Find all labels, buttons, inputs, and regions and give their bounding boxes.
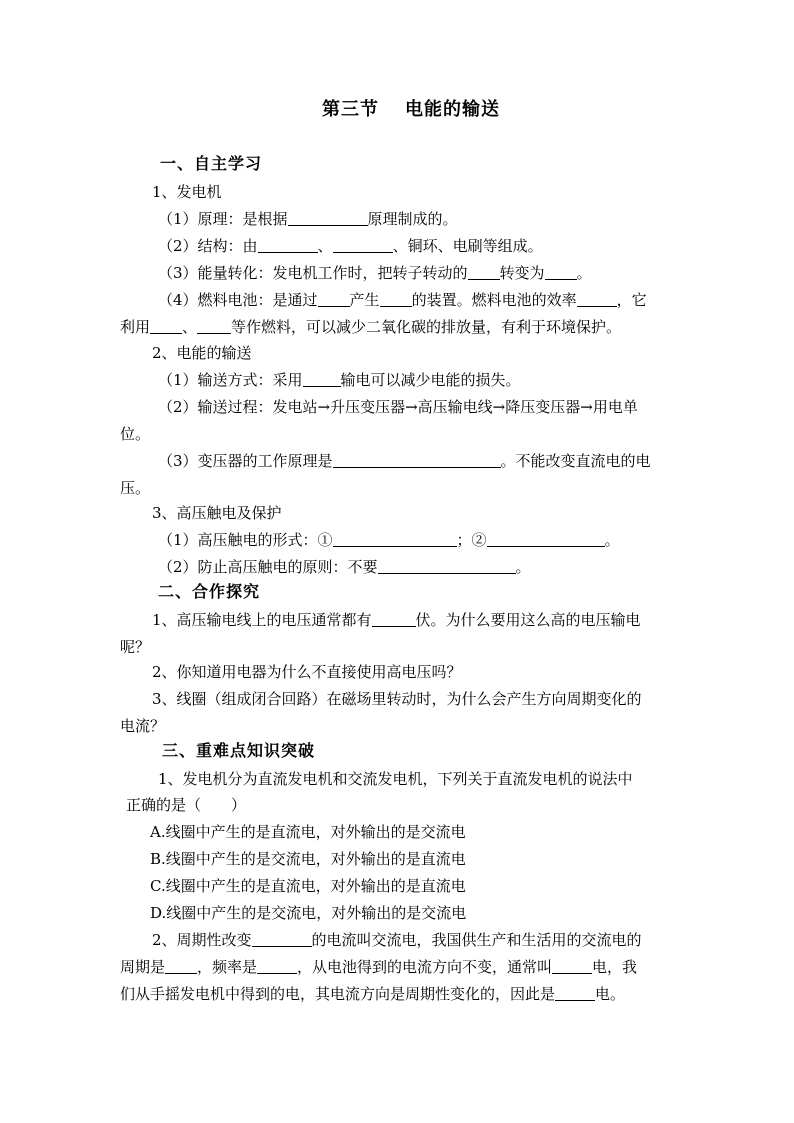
text: 。	[576, 264, 592, 282]
text: 、	[182, 318, 198, 336]
text: 2、周期性改变	[152, 931, 252, 949]
text: 输电可以减少电能的损失。	[340, 371, 521, 389]
text: ，它	[616, 291, 647, 309]
section-heading-1: 一、自主学习	[160, 154, 263, 173]
item-shock-prevention	[158, 557, 531, 577]
section-heading-3: 三、重难点知识突破	[162, 741, 316, 760]
text: 伏。为什么要用这么高的电压输电	[415, 611, 641, 629]
blank	[487, 531, 605, 547]
item-fuel-cell	[158, 290, 647, 310]
title-section: 第三节	[322, 99, 379, 120]
text: 等作燃料，可以减少二氧化碳的排放量，有利于环境保护。	[231, 318, 622, 336]
blank	[165, 958, 197, 974]
item-transmission-method	[158, 370, 521, 390]
inquiry-q3: 3、线圈（组成闭合回路）在磁场里转动时，为什么会产生方向周期变化的	[152, 690, 642, 708]
option-a: A.线圈中产生的是直流电，对外输出的是交流电	[150, 823, 466, 841]
option-b: B.线圈中产生的是交流电，对外输出的是直流电	[150, 850, 466, 868]
text: 。	[515, 558, 531, 576]
text: （3）变压器的工作原理是	[158, 452, 333, 470]
question-2-cont	[120, 957, 637, 977]
text: ；②	[456, 531, 487, 549]
text: 电，我	[592, 958, 638, 976]
blank	[303, 371, 341, 387]
blank	[318, 291, 350, 307]
inquiry-q2: 2、你知道用电器为什么不直接使用高电压吗？	[152, 663, 462, 681]
item-energy-conversion	[158, 263, 592, 283]
blank	[197, 318, 231, 334]
blank	[150, 318, 182, 334]
item-transformer	[158, 451, 651, 471]
question-1-cont: 正确的是（ ）	[126, 796, 247, 814]
page-title	[322, 100, 500, 120]
blank	[545, 264, 577, 280]
text: ，频率是	[197, 958, 258, 976]
item-transmission-process: （2）输送过程：发电站→升压变压器→高压输电线→降压变压器→用电单	[158, 398, 638, 416]
text: 产生	[349, 291, 380, 309]
question-2	[152, 930, 642, 950]
text: 1、高压输电线上的电压通常都有	[152, 611, 372, 629]
text: 周期是	[120, 958, 166, 976]
item-transformer-cont: 压。	[120, 479, 151, 497]
inquiry-q1	[152, 610, 641, 630]
blank	[555, 985, 595, 1001]
blank	[468, 264, 500, 280]
blank	[372, 611, 416, 627]
subheading-generator: 1、发电机	[152, 183, 222, 201]
inquiry-q1-cont: 呢？	[120, 638, 151, 656]
question-2-cont2	[120, 984, 625, 1004]
text: （2）防止高压触电的原则：不要	[158, 558, 378, 576]
option-c: C.线圈中产生的是直流电，对外输出的是直流电	[150, 877, 466, 895]
blank	[552, 958, 592, 974]
text: 的装置。燃料电池的效率	[411, 291, 577, 309]
blank	[378, 558, 516, 574]
text: （2）结构：由	[158, 237, 258, 255]
text: 原理制成的。	[367, 210, 458, 228]
blank	[288, 210, 368, 226]
subheading-transmission: 2、电能的输送	[152, 344, 252, 362]
blank	[333, 237, 393, 253]
text: 。	[604, 531, 620, 549]
text: 电。	[595, 985, 626, 1003]
item-structure	[158, 236, 543, 256]
text: 的电流叫交流电，我国供生产和生活用的交流电的	[311, 931, 642, 949]
option-d: D.线圈中产生的是交流电，对外输出的是交流电	[150, 904, 467, 922]
blank	[258, 237, 318, 253]
blank	[380, 291, 412, 307]
blank	[257, 958, 297, 974]
item-transmission-process-cont: 位。	[120, 425, 151, 443]
text: （1）原理：是根据	[158, 210, 288, 228]
text: 们从手摇发电机中得到的电，其电流方向是周期性变化的，因此是	[120, 985, 556, 1003]
blank	[333, 531, 457, 547]
text: （1）高压触电的形式：①	[158, 531, 333, 549]
blank	[252, 931, 312, 947]
text: （3）能量转化：发电机工作时，把转子转动的	[158, 264, 468, 282]
item-fuel-cell-cont	[120, 317, 621, 337]
section-heading-2: 二、合作探究	[158, 582, 261, 601]
subheading-high-voltage: 3、高压触电及保护	[152, 504, 282, 522]
question-1: 1、发电机分为直流发电机和交流发电机，下列关于直流发电机的说法中	[158, 770, 633, 788]
text: 利用	[120, 318, 151, 336]
title-topic: 电能的输送	[405, 99, 500, 120]
item-principle	[158, 209, 458, 229]
text: 转变为	[499, 264, 545, 282]
text: （1）输送方式：采用	[158, 371, 303, 389]
item-shock-forms	[158, 530, 620, 550]
blank	[333, 452, 501, 468]
text: （4）燃料电池：是通过	[158, 291, 318, 309]
text: 。不能改变直流电的电	[500, 452, 651, 470]
text: 、	[317, 237, 333, 255]
blank	[577, 291, 617, 307]
text: ，从电池得到的电流方向不变，通常叫	[297, 958, 553, 976]
text: 、铜环、电刷等组成。	[392, 237, 543, 255]
inquiry-q3-cont: 电流？	[120, 717, 166, 735]
